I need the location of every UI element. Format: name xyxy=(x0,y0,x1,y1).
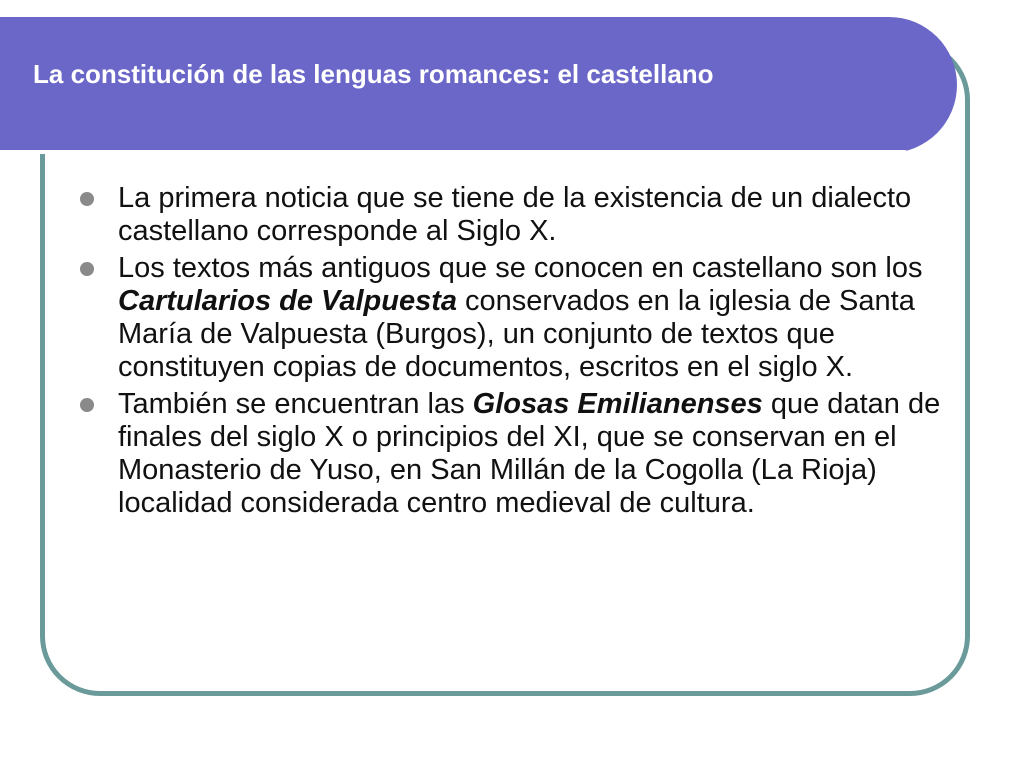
bullet-dot-icon xyxy=(80,398,94,412)
bullet-list xyxy=(79,182,959,524)
slide-title: La constitución de las lenguas romances: el castellano xyxy=(33,59,714,89)
bullet-text: Los textos más antiguos que se conocen en castellano son los xyxy=(118,252,923,284)
bullet-text-continued: conservados en la iglesia de Santa María de Valpuesta (Burgos), un conjunto de textos que constituyen copias de documentos, escritos en el siglo X. xyxy=(118,285,915,383)
bullet-dot-icon xyxy=(80,262,94,276)
bullet-emphasis: Cartularios de Valpuesta xyxy=(118,285,457,317)
bullet-text-continued: que datan de finales del siglo X o principios del XI, que se conservan en el Monasterio de Yuso, en San Millán de la Cogolla (La Rioja) localidad considerada centro medieval de cultura. xyxy=(118,388,941,519)
bullet-item xyxy=(79,182,959,248)
bullet-text: La primera noticia que se tiene de la existencia de un dialecto castellano corresponde al Siglo X. xyxy=(118,182,912,247)
bullet-emphasis: Glosas Emilianenses xyxy=(472,388,763,420)
title-bar xyxy=(0,17,957,153)
bullet-dot-icon xyxy=(80,192,94,206)
bullet-item xyxy=(79,388,959,520)
title-underline xyxy=(0,150,906,154)
bullet-item xyxy=(79,252,959,384)
bullet-text: También se encuentran las xyxy=(118,388,473,420)
